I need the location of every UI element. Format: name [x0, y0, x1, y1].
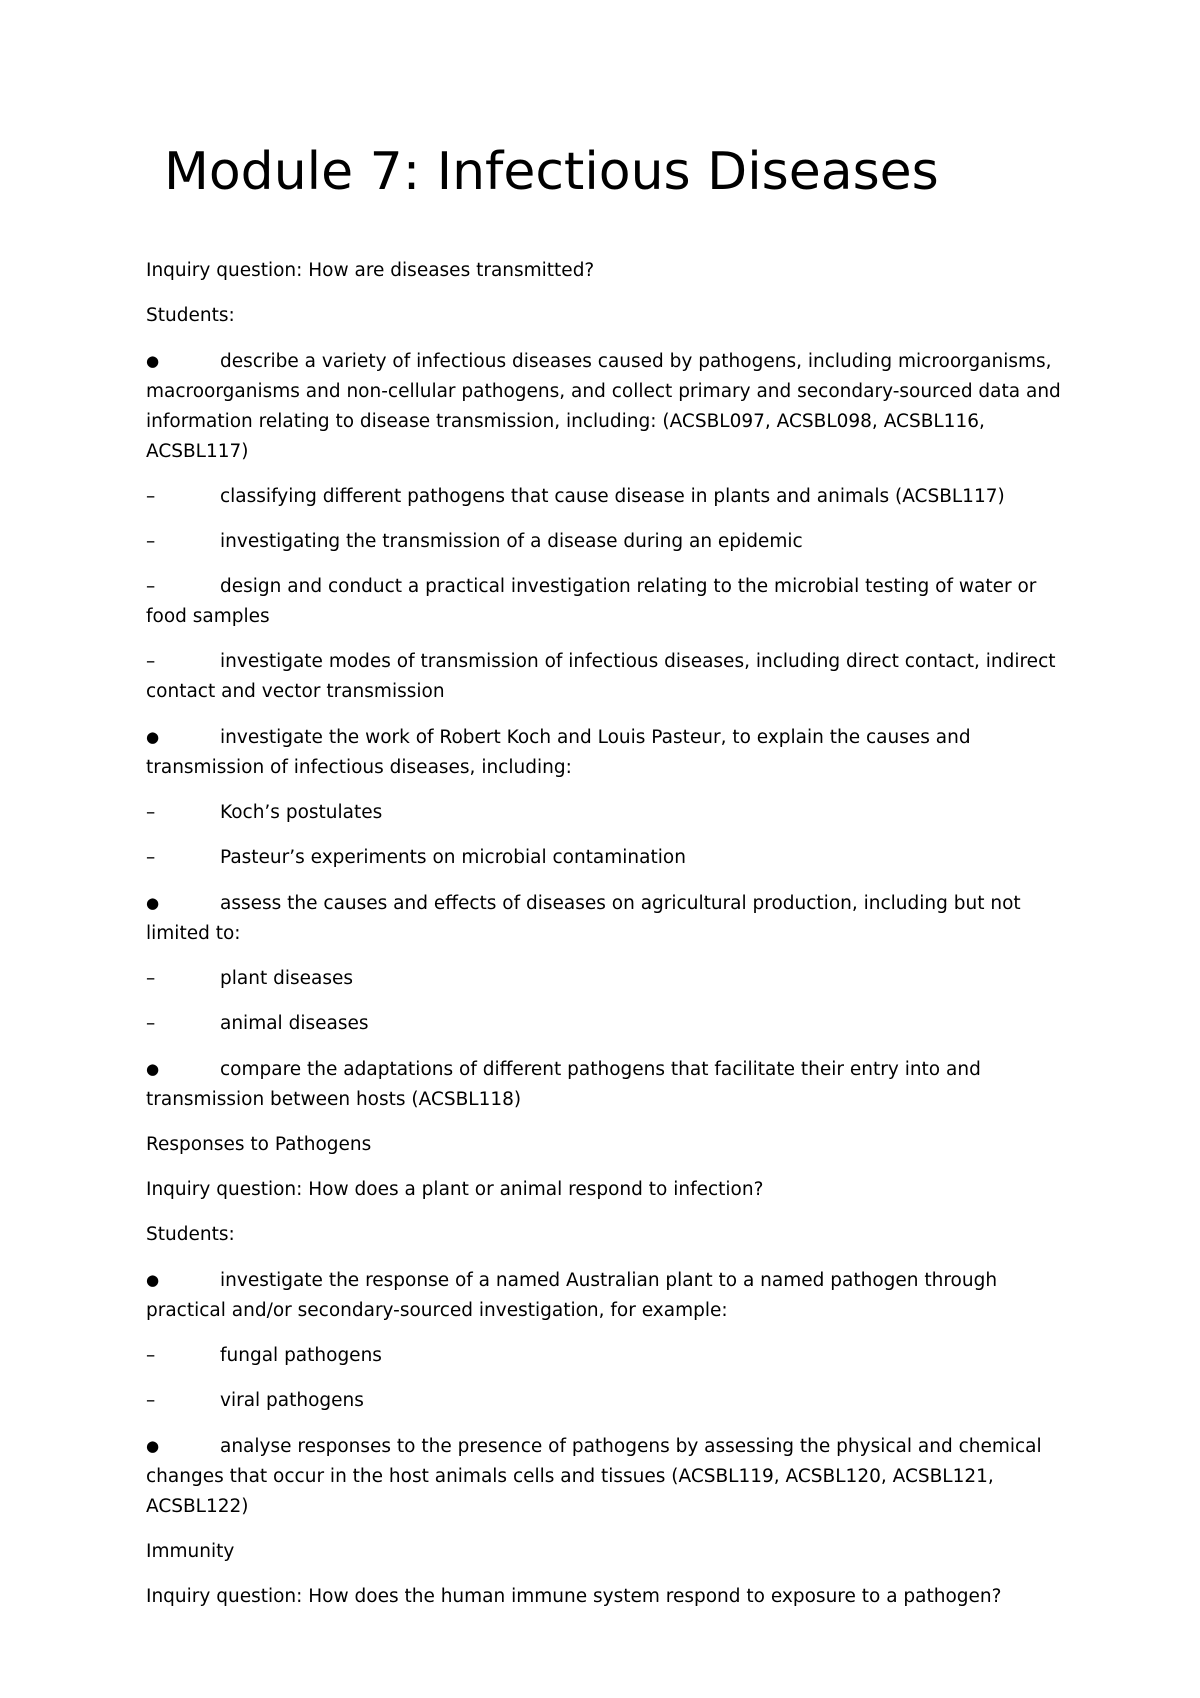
dash-item [146, 843, 1076, 873]
paragraph: Inquiry question: How does a plant or animal respond to infection? [146, 1179, 764, 1200]
dash-item [146, 527, 1076, 557]
paragraph: Immunity [146, 1541, 235, 1562]
dash-marker: – [146, 1390, 156, 1411]
dash-item [146, 964, 1076, 994]
paragraph: Inquiry question: How does the human immune system respond to exposure to a pathogen? [146, 1586, 1002, 1607]
item-text: analyse responses to the presence of pathogens by assessing the physical and chemical changes that occur in the host animals cells and tissues (ACSBL119, ACSBL120, ACSBL121, ACSBL122) [146, 1436, 1042, 1517]
item-text: assess the causes and effects of diseases on agricultural production, including but not limited to: [146, 893, 1021, 944]
item-text: viral pathogens [220, 1390, 364, 1411]
bullet-item [146, 722, 1076, 783]
bullet-item [146, 1054, 1076, 1115]
item-text: investigate the work of Robert Koch and Louis Pasteur, to explain the causes and transmission of infectious diseases, including: [146, 727, 971, 778]
dash-marker: – [146, 802, 156, 823]
dash-item [146, 1386, 1076, 1416]
dash-item [146, 1341, 1076, 1371]
bullet-marker: ● [146, 728, 160, 746]
dash-item [146, 572, 1076, 632]
bullet-item [146, 888, 1076, 949]
bullet-marker: ● [146, 1271, 160, 1289]
dash-item [146, 647, 1076, 707]
paragraph: Students: [146, 1224, 235, 1245]
paragraph: Responses to Pathogens [146, 1134, 372, 1155]
item-text: investigating the transmission of a disease during an epidemic [220, 531, 803, 552]
bullet-item [146, 1431, 1076, 1522]
item-text: plant diseases [220, 968, 353, 989]
dash-marker: – [146, 1013, 156, 1034]
item-text: investigate modes of transmission of infectious diseases, including direct contact, indirect contact and vector transmission [146, 651, 1056, 702]
bullet-marker: ● [146, 352, 160, 370]
dash-marker: – [146, 847, 156, 868]
item-text: animal diseases [220, 1013, 369, 1034]
dash-item [146, 1009, 1076, 1039]
item-text: Koch’s postulates [220, 802, 383, 823]
item-text: Pasteur’s experiments on microbial contamination [220, 847, 686, 868]
dash-marker: – [146, 486, 156, 507]
dash-marker: – [146, 576, 156, 597]
paragraph: Inquiry question: How are diseases transmitted? [146, 260, 595, 281]
bullet-item [146, 346, 1076, 467]
dash-marker: – [146, 1345, 156, 1366]
item-text: classifying different pathogens that cause disease in plants and animals (ACSBL117) [220, 486, 1005, 507]
bullet-marker: ● [146, 1437, 160, 1455]
bullet-marker: ● [146, 1060, 160, 1078]
document-body [146, 256, 1076, 1627]
item-text: compare the adaptations of different pathogens that facilitate their entry into and transmission between hosts (ACSBL118) [146, 1059, 981, 1110]
item-text: design and conduct a practical investigation relating to the microbial testing of water or food samples [146, 576, 1037, 627]
dash-marker: – [146, 651, 156, 672]
item-text: describe a variety of infectious diseases caused by pathogens, including microorganisms, macroorganisms and non-cellular pathogens, and collect primary and secondary-sourced data and information relating to disease transmission, including: (ACSBL097, ACSBL098, ACSBL116, ACSBL117) [146, 351, 1061, 462]
dash-marker: – [146, 968, 156, 989]
item-text: fungal pathogens [220, 1345, 382, 1366]
dash-item [146, 798, 1076, 828]
bullet-item [146, 1265, 1076, 1326]
paragraph: Students: [146, 305, 235, 326]
dash-item [146, 482, 1076, 512]
item-text: investigate the response of a named Australian plant to a named pathogen through practical and/or secondary-sourced investigation, for example: [146, 1270, 998, 1321]
dash-marker: – [146, 531, 156, 552]
document-title: Module 7: Infectious Diseases [164, 142, 939, 202]
bullet-marker: ● [146, 894, 160, 912]
